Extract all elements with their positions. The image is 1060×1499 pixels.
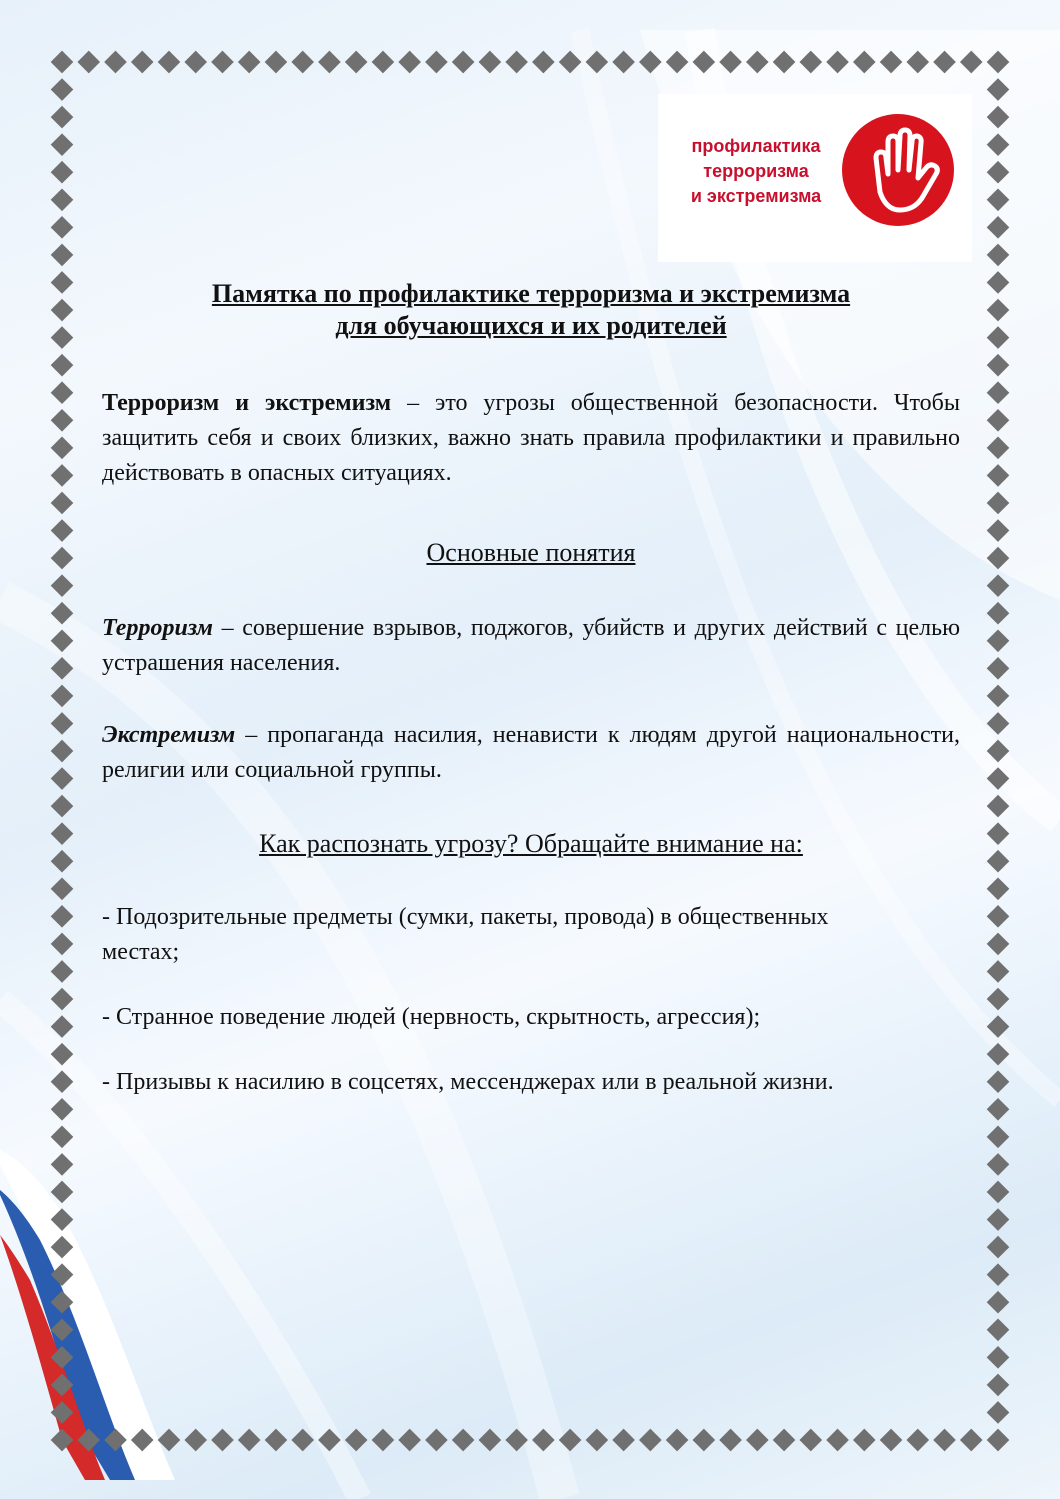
- frame-diamond: [51, 1070, 74, 1093]
- definition-extremism: [102, 718, 960, 788]
- frame-diamond: [51, 354, 74, 377]
- recognize-threat-heading: Как распознать угрозу? Обращайте внимание на:: [259, 829, 803, 858]
- frame-diamond: [987, 712, 1010, 735]
- frame-diamond: [51, 1291, 74, 1314]
- frame-diamond: [452, 1429, 475, 1452]
- title-line-1: Памятка по профилактике терроризма и экстремизма: [211, 279, 851, 308]
- frame-diamond: [906, 51, 929, 74]
- frame-diamond: [987, 767, 1010, 790]
- frame-diamond: [987, 106, 1010, 129]
- definition-term: Терроризм: [102, 615, 213, 641]
- frame-diamond: [987, 877, 1010, 900]
- frame-diamond: [933, 1429, 956, 1452]
- definition-term: Экстремизм: [102, 722, 236, 748]
- frame-diamond: [826, 51, 849, 74]
- frame-diamond: [746, 1429, 769, 1452]
- frame-diamond: [51, 78, 74, 101]
- frame-diamond: [666, 1429, 689, 1452]
- frame-diamond: [51, 299, 74, 322]
- frame-diamond: [131, 51, 154, 74]
- frame-diamond: [719, 51, 742, 74]
- frame-diamond: [51, 712, 74, 735]
- frame-diamond: [51, 602, 74, 625]
- intro-text: – это угрозы общественной безопасности. Чтобы защитить себя и своих близких, важно знать правила профилактики и правильно действовать в опасных ситуациях.: [102, 390, 960, 486]
- frame-diamond: [265, 1429, 288, 1452]
- frame-diamond: [51, 1181, 74, 1204]
- frame-diamond: [51, 988, 74, 1011]
- frame-diamond: [853, 1429, 876, 1452]
- frame-diamond: [51, 1126, 74, 1149]
- frame-diamond: [51, 850, 74, 873]
- frame-diamond: [987, 326, 1010, 349]
- frame-diamond: [51, 244, 74, 267]
- frame-diamond: [51, 1043, 74, 1066]
- frame-diamond: [479, 1429, 502, 1452]
- frame-diamond: [773, 1429, 796, 1452]
- frame-diamond: [318, 1429, 341, 1452]
- definition-text: – совершение взрывов, поджогов, убийств и других действий с целью устрашения населения.: [102, 615, 960, 676]
- frame-diamond: [131, 1429, 154, 1452]
- frame-diamond: [345, 51, 368, 74]
- frame-diamond: [987, 795, 1010, 818]
- frame-diamond: [693, 1429, 716, 1452]
- list-item: - Странное поведение людей (нервность, скрытность, агрессия);: [102, 1004, 761, 1030]
- frame-diamond: [987, 464, 1010, 487]
- frame-diamond: [987, 1263, 1010, 1286]
- frame-diamond: [987, 740, 1010, 763]
- frame-diamond: [987, 933, 1010, 956]
- frame-diamond: [559, 51, 582, 74]
- list-item: - Подозрительные предметы (сумки, пакеты, провода) в общественных местах;: [102, 904, 829, 965]
- frame-diamond: [51, 106, 74, 129]
- frame-diamond: [880, 1429, 903, 1452]
- frame-diamond: [987, 1208, 1010, 1231]
- frame-diamond: [51, 188, 74, 211]
- frame-diamond: [987, 519, 1010, 542]
- frame-diamond: [987, 1318, 1010, 1341]
- definition-terrorism: [102, 611, 960, 681]
- frame-diamond: [987, 188, 1010, 211]
- frame-diamond: [532, 51, 555, 74]
- frame-diamond: [425, 1429, 448, 1452]
- frame-diamond: [987, 161, 1010, 184]
- frame-diamond: [906, 1429, 929, 1452]
- frame-diamond: [987, 1401, 1010, 1424]
- frame-diamond: [532, 1429, 555, 1452]
- frame-diamond: [987, 657, 1010, 680]
- frame-diamond: [719, 1429, 742, 1452]
- frame-diamond: [51, 1401, 74, 1424]
- page-title: [102, 278, 960, 342]
- frame-diamond: [987, 271, 1010, 294]
- frame-diamond: [211, 1429, 234, 1452]
- frame-diamond: [291, 51, 314, 74]
- frame-diamond: [51, 409, 74, 432]
- frame-diamond: [158, 1429, 181, 1452]
- frame-diamond: [51, 1374, 74, 1397]
- frame-diamond: [505, 51, 528, 74]
- title-line-2: для обучающихся и их родителей: [335, 311, 727, 340]
- frame-diamond: [479, 51, 502, 74]
- frame-diamond: [639, 1429, 662, 1452]
- frame-diamond: [51, 685, 74, 708]
- frame-diamond: [51, 629, 74, 652]
- frame-diamond: [987, 988, 1010, 1011]
- frame-diamond: [51, 767, 74, 790]
- frame-diamond: [345, 1429, 368, 1452]
- logo-line: терроризма: [703, 161, 809, 181]
- frame-diamond: [51, 133, 74, 156]
- frame-diamond: [184, 51, 207, 74]
- frame-diamond: [452, 51, 475, 74]
- frame-diamond: [987, 547, 1010, 570]
- leaflet-content: [102, 278, 960, 1130]
- frame-diamond: [505, 1429, 528, 1452]
- frame-diamond: [104, 51, 127, 74]
- frame-diamond: [987, 1153, 1010, 1176]
- frame-diamond: [987, 960, 1010, 983]
- frame-diamond: [586, 1429, 609, 1452]
- logo-line: профилактика: [691, 136, 821, 156]
- frame-diamond: [987, 1098, 1010, 1121]
- frame-diamond: [51, 740, 74, 763]
- stop-hand-icon: [840, 112, 956, 228]
- frame-diamond: [987, 1043, 1010, 1066]
- frame-diamond: [987, 409, 1010, 432]
- frame-diamond: [987, 685, 1010, 708]
- frame-diamond: [51, 905, 74, 928]
- frame-diamond: [158, 51, 181, 74]
- frame-diamond: [77, 51, 100, 74]
- frame-diamond: [987, 78, 1010, 101]
- frame-diamond: [51, 574, 74, 597]
- frame-diamond: [51, 1208, 74, 1231]
- frame-diamond: [693, 51, 716, 74]
- logo-caption: [666, 134, 846, 209]
- frame-diamond: [51, 216, 74, 239]
- frame-diamond: [51, 381, 74, 404]
- frame-diamond: [960, 51, 983, 74]
- frame-diamond: [987, 133, 1010, 156]
- frame-diamond: [987, 1126, 1010, 1149]
- intro-term: Терроризм и экстремизм: [102, 390, 392, 416]
- frame-diamond: [987, 1346, 1010, 1369]
- intro-paragraph: [102, 386, 960, 491]
- definition-text: – пропаганда насилия, ненависти к людям другой национальности, религии или социальной группы.: [102, 722, 960, 783]
- frame-diamond: [372, 1429, 395, 1452]
- frame-diamond: [51, 1236, 74, 1259]
- frame-diamond: [586, 51, 609, 74]
- frame-diamond: [51, 877, 74, 900]
- frame-diamond: [51, 795, 74, 818]
- frame-diamond: [291, 1429, 314, 1452]
- frame-diamond: [987, 822, 1010, 845]
- logo-line: и экстремизма: [690, 186, 822, 206]
- frame-diamond: [51, 822, 74, 845]
- frame-diamond: [826, 1429, 849, 1452]
- frame-diamond: [853, 51, 876, 74]
- frame-diamond: [612, 51, 635, 74]
- frame-diamond: [799, 51, 822, 74]
- frame-diamond: [987, 299, 1010, 322]
- frame-diamond: [987, 1291, 1010, 1314]
- frame-diamond: [238, 51, 261, 74]
- frame-diamond: [933, 51, 956, 74]
- frame-diamond: [238, 1429, 261, 1452]
- frame-diamond: [318, 51, 341, 74]
- frame-diamond: [559, 1429, 582, 1452]
- frame-diamond: [960, 1429, 983, 1452]
- frame-diamond: [987, 216, 1010, 239]
- frame-diamond: [51, 161, 74, 184]
- frame-diamond: [265, 51, 288, 74]
- frame-diamond: [799, 1429, 822, 1452]
- frame-diamond: [51, 1263, 74, 1286]
- frame-diamond: [51, 519, 74, 542]
- frame-diamond: [987, 1374, 1010, 1397]
- frame-diamond: [398, 51, 421, 74]
- frame-diamond: [987, 1015, 1010, 1038]
- frame-diamond: [51, 271, 74, 294]
- frame-diamond: [773, 51, 796, 74]
- frame-diamond: [987, 1070, 1010, 1093]
- frame-diamond: [639, 51, 662, 74]
- frame-diamond: [987, 1181, 1010, 1204]
- frame-diamond: [666, 51, 689, 74]
- frame-diamond: [51, 1015, 74, 1038]
- frame-diamond: [51, 437, 74, 460]
- frame-diamond: [880, 51, 903, 74]
- frame-diamond: [987, 1236, 1010, 1259]
- frame-diamond: [51, 326, 74, 349]
- frame-diamond: [746, 51, 769, 74]
- frame-diamond: [987, 574, 1010, 597]
- frame-diamond: [51, 51, 74, 74]
- frame-diamond: [51, 1318, 74, 1341]
- frame-diamond: [77, 1429, 100, 1452]
- frame-diamond: [987, 850, 1010, 873]
- frame-diamond: [51, 492, 74, 515]
- frame-diamond: [612, 1429, 635, 1452]
- frame-diamond: [51, 1098, 74, 1121]
- frame-diamond: [51, 933, 74, 956]
- anti-terrorism-logo: [658, 94, 972, 262]
- frame-diamond: [987, 602, 1010, 625]
- frame-diamond: [51, 960, 74, 983]
- list-item: - Призывы к насилию в соцсетях, мессенджерах или в реальной жизни.: [102, 1069, 834, 1095]
- frame-diamond: [372, 51, 395, 74]
- frame-diamond: [51, 1346, 74, 1369]
- frame-diamond: [987, 1429, 1010, 1452]
- frame-diamond: [104, 1429, 127, 1452]
- frame-diamond: [51, 464, 74, 487]
- concepts-heading: Основные понятия: [426, 538, 636, 567]
- frame-diamond: [987, 629, 1010, 652]
- frame-diamond: [987, 437, 1010, 460]
- frame-diamond: [987, 905, 1010, 928]
- frame-diamond: [987, 244, 1010, 267]
- threat-signs-list: [102, 900, 960, 1100]
- frame-diamond: [184, 1429, 207, 1452]
- frame-diamond: [51, 1429, 74, 1452]
- frame-diamond: [51, 547, 74, 570]
- frame-diamond: [398, 1429, 421, 1452]
- frame-diamond: [987, 51, 1010, 74]
- frame-diamond: [425, 51, 448, 74]
- frame-diamond: [987, 381, 1010, 404]
- frame-diamond: [51, 1153, 74, 1176]
- frame-diamond: [51, 657, 74, 680]
- frame-diamond: [211, 51, 234, 74]
- frame-diamond: [987, 354, 1010, 377]
- frame-diamond: [987, 492, 1010, 515]
